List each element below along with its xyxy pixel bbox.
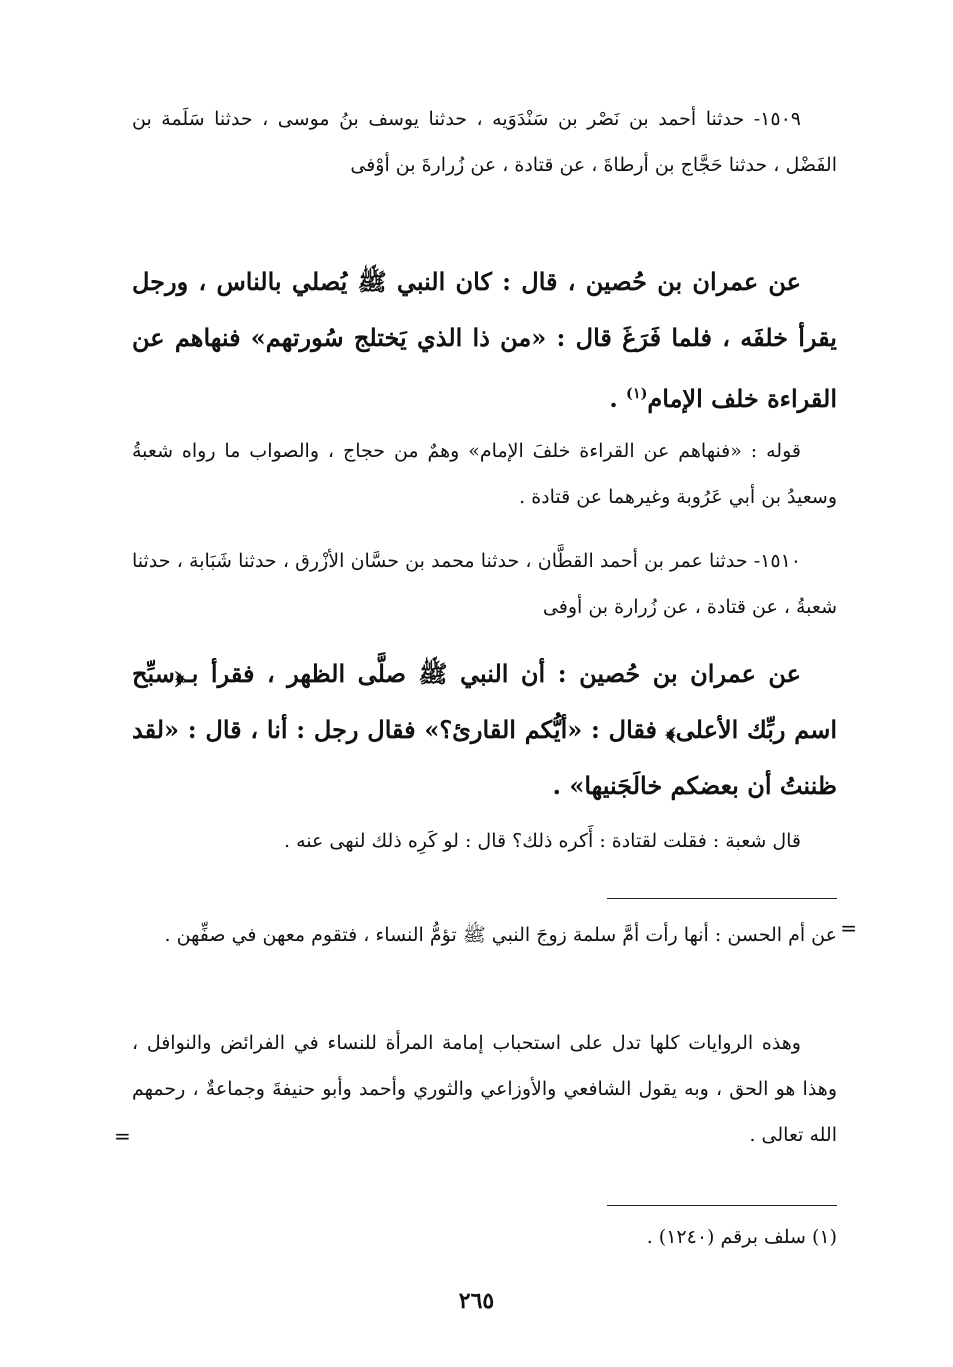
hadith-1509-isnad: ١٥٠٩- حدثنا أحمد بن نَصْر بن سَنْدَوَيه ، حدثنا يوسف بنُ موسى ، حدثنا سَلَمة بن الفَضْل ، حدثنا حَجَّاج بن أرطاةَ ، عن قتادة ، عن زُرارةَ بن أوْفى — [132, 108, 837, 176]
notes-separator — [607, 898, 837, 899]
hadith-1509-matn-text: عن عمران بن حُصين ، قال : كان النبي ﷺ يُصلي بالناس ، ورجل يقرأ خلفَه ، فلما فَرَغَ قال : «من ذا الذي يَختلج سُورتهم» فنهاهم عن القراءة خلف الإمام — [132, 267, 837, 413]
footnote-separator — [607, 1205, 837, 1206]
footnote-ref: (١) — [626, 385, 648, 402]
trailing-continuation-mark: = — [114, 1124, 131, 1148]
hadith-1510-isnad: ١٥١٠- حدثنا عمر بن أحمد القطَّان ، حدثنا محمد بن حسَّان الأزْرق ، حدثنا شَبَابة ، حدثنا شعبةُ ، عن قتادة ، عن زُرارة بن أوفى — [132, 550, 837, 618]
hadith-1510-comment: قال شعبة : فقلت لقتادة : أَكره ذلك؟ قال : لو كَرِه ذلك لنهى عنه . — [283, 830, 801, 852]
notes-paragraph-2: وهذه الروايات كلها تدل على استحباب إمامة المرأة للنساء في الفرائض والنوافل ، وهذا هو الحق ، وبه يقول الشافعي والأوزاعي والثوري وأحمد وأبو حنيفةَ وجماعةٌ ، رحمهم الله تعالى . — [132, 1032, 837, 1146]
continuation-mark: = — [840, 916, 857, 940]
hadith-1509-matn — [132, 254, 837, 427]
footnote: (١) سلف برقم (١٢٤٠) . — [646, 1226, 837, 1248]
hadith-1510-matn: عن عمران بن حُصين : أن النبي ﷺ صلَّى الظهر ، فقرأ بـ﴿سبِّح اسم ربِّك الأعلى﴾ فقال : «أيُّكم القارئ؟» فقال رجل : أنا ، قال : «لقد ظننتُ أن بعضكم خالَجَنيها» . — [132, 659, 837, 800]
hadith-1509-comment: قوله : «فنهاهم عن القراءة خلفَ الإمام» وهمٌ من حجاج ، والصواب ما رواه شعبةُ وسعيدُ بن أبي عَرُوبة وغيرهما عن قتادة . — [132, 440, 837, 508]
notes-paragraph-1: عن أم الحسن : أنها رأت أمَّ سلمة زوجَ النبي ﷺ تؤمُّ النساء ، فتقوم معهن في صفِّهن . — [164, 924, 837, 946]
hadith-1509-matn-end: . — [609, 384, 627, 413]
page-number: ٢٦٥ — [458, 1288, 495, 1314]
